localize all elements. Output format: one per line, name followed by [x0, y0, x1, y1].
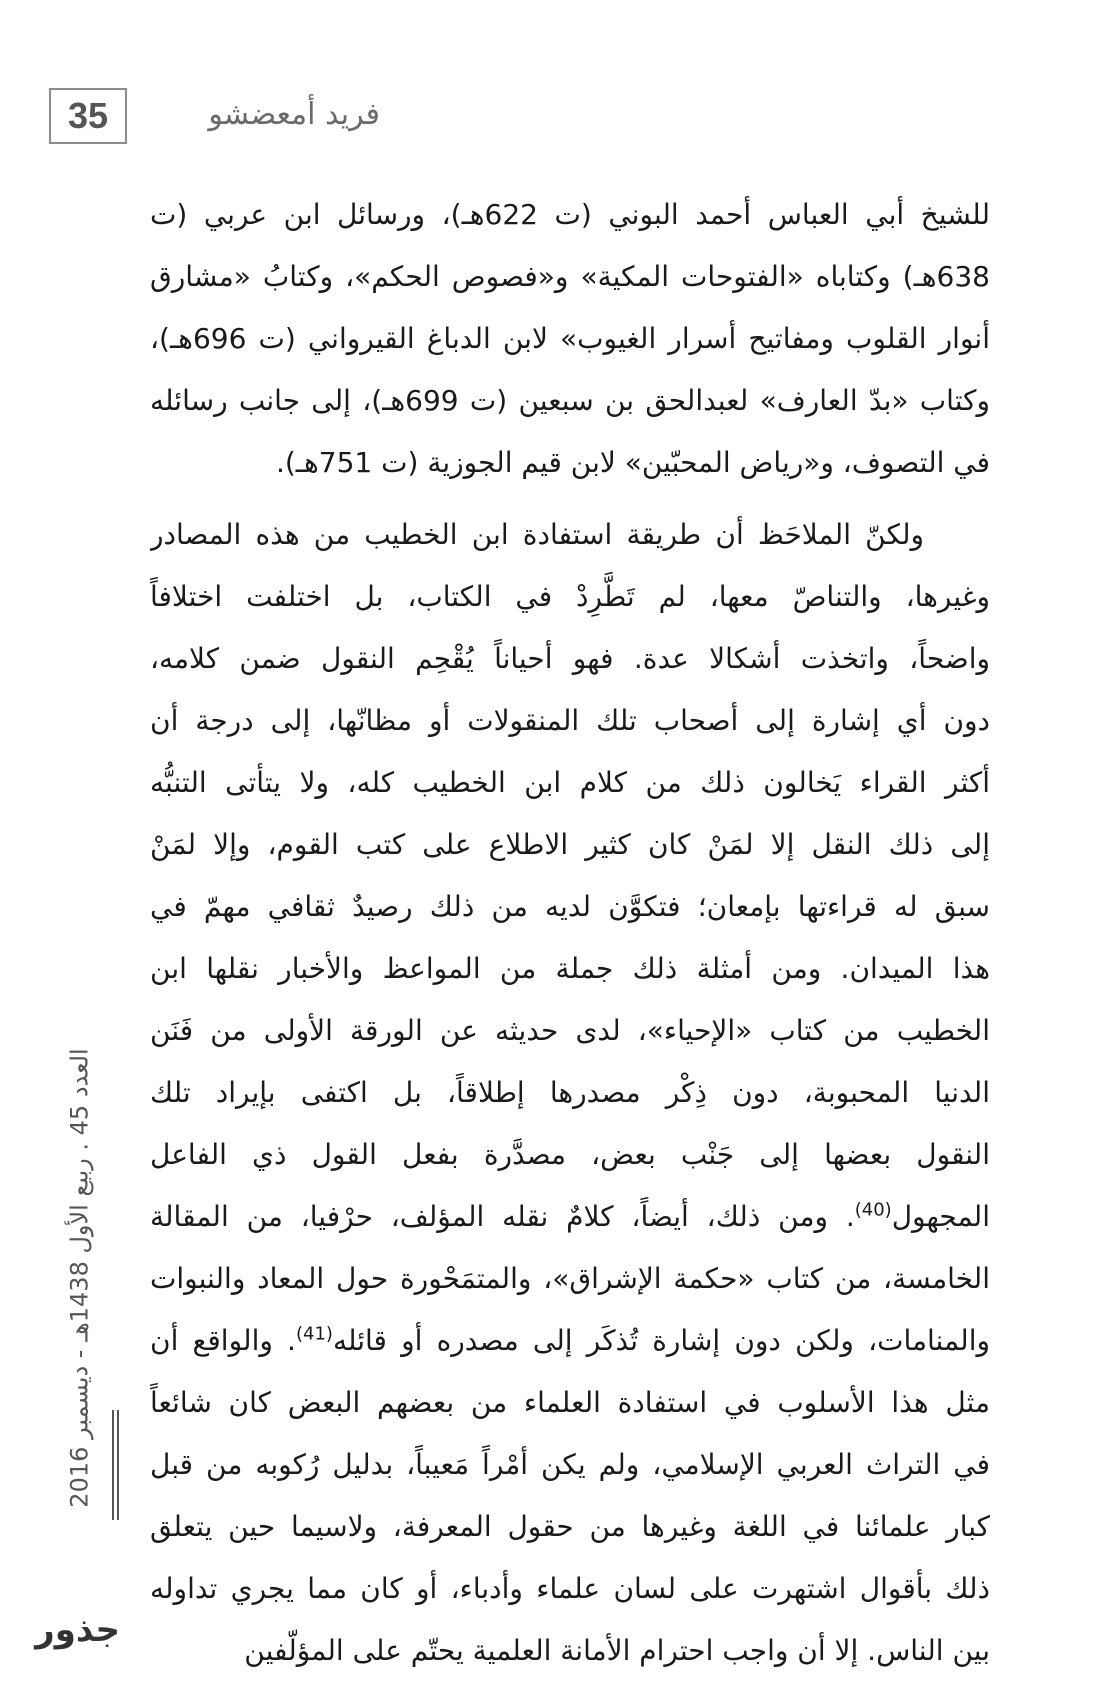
text-line: الخامسة، من كتاب «حكمة الإشراق»، والمتمَحْورة حول المعاد والنبوات: [150, 1262, 990, 1295]
text-line: الدنيا المحبوبة، دون ذِكْر مصدرها إطلاقاً، بل اكتفى بإيراد تلك: [150, 1076, 990, 1109]
text-line: للشيخ أبي العباس أحمد البوني (ت 622هـ)، ورسائل ابن عربي (ت: [150, 198, 990, 231]
page-number: 35: [49, 88, 127, 144]
text-line: دون أي إشارة إلى أصحاب تلك المنقولات أو مظانّها، إلى درجة أن: [150, 704, 990, 737]
text-line-with-footnote: [150, 1310, 990, 1372]
footnote-ref-40[interactable]: (40): [854, 1199, 892, 1221]
text-line: هذا الميدان. ومن أمثلة ذلك جملة من المواعظ والأخبار نقلها ابن: [150, 952, 990, 985]
issue-info-vertical: [58, 1020, 102, 1535]
text-line: واضحاً، واتخذت أشكالا عدة. فهو أحياناً يُقْحِم النقول ضمن كلامه،: [150, 642, 990, 675]
text-line: في التصوف، و«رياض المحبّين» لابن قيم الجوزية (ت 751هـ).: [275, 446, 990, 479]
text-line: بين الناس. إلا أن واجب احترام الأمانة العلمية يحتّم على المؤلّفين: [244, 1634, 990, 1667]
line-segment: . والواقع أن: [150, 1324, 296, 1357]
text-line: وغيرها، والتناصّ معها، لم تَطَّرِدْ في الكتاب، بل اختلفت اختلافاً: [150, 580, 990, 613]
running-header-author: فريد أمعضشو: [208, 97, 380, 132]
line-segment: المجهول: [891, 1200, 990, 1233]
text-line: أنوار القلوب ومفاتيح أسرار الغيوب» لابن الدباغ القيرواني (ت 696هـ)،: [150, 322, 990, 355]
text-line: ذلك بأقوال اشتهرت على لسان علماء وأدباء، أو كان مما يجري تداوله: [150, 1572, 990, 1605]
text-line: النقول بعضها إلى جَنْب بعض، مصدَّرة بفعل القول ذي الفاعل: [150, 1138, 990, 1171]
text-line: مثل هذا الأسلوب في استفادة العلماء من بعضهم البعض كان شائعاً: [150, 1386, 990, 1419]
text-line-with-footnote: [150, 1186, 990, 1248]
journal-logo: جذور: [35, 1610, 120, 1650]
footnote-ref-41[interactable]: (41): [295, 1323, 333, 1345]
footer-divider: [117, 1410, 119, 1520]
text-line: الخطيب من كتاب «الإحياء»، لدى حديثه عن الورقة الأولى من فَنَن: [150, 1014, 990, 1047]
issue-info-text: العدد 45 . ربيع الأول 1438هـ - ديسمبر 2016: [66, 1047, 94, 1508]
line-segment: والمنامات، ولكن دون إشارة تُذكَر إلى مصدره أو قائله: [332, 1324, 990, 1357]
footer-divider: [112, 1410, 114, 1520]
text-line: ولكنّ الملاحَظ أن طريقة استفادة ابن الخطيب من هذه المصادر: [150, 518, 924, 551]
text-line: سبق له قراءتها بإمعان؛ فتكوَّن لديه من ذلك رصيدٌ ثقافي مهمّ في: [150, 890, 990, 923]
text-line: إلى ذلك النقل إلا لمَنْ كان كثير الاطلاع على كتب القوم، وإلا لمَنْ: [150, 828, 990, 861]
article-body: [150, 184, 990, 1667]
line-segment: . ومن ذلك، أيضاً، كلامٌ نقله المؤلف، حرْفيا، من المقالة: [150, 1200, 855, 1233]
text-line: كبار علمائنا في اللغة وغيرها من حقول المعرفة، ولاسيما حين يتعلق: [150, 1510, 990, 1543]
text-line: وكتاب «بدّ العارف» لعبدالحق بن سبعين (ت 699هـ)، إلى جانب رسائله: [150, 384, 990, 417]
text-line: في التراث العربي الإسلامي، ولم يكن أمْراً مَعيباً، بدليل رُكوبه من قبل: [150, 1448, 990, 1481]
text-line: أكثر القراء يَخالون ذلك من كلام ابن الخطيب كله، ولا يتأتى التنبُّه: [150, 766, 990, 799]
text-line: 638هـ) وكتاباه «الفتوحات المكية» و«فصوص الحكم»، وكتابُ «مشارق: [150, 260, 990, 293]
